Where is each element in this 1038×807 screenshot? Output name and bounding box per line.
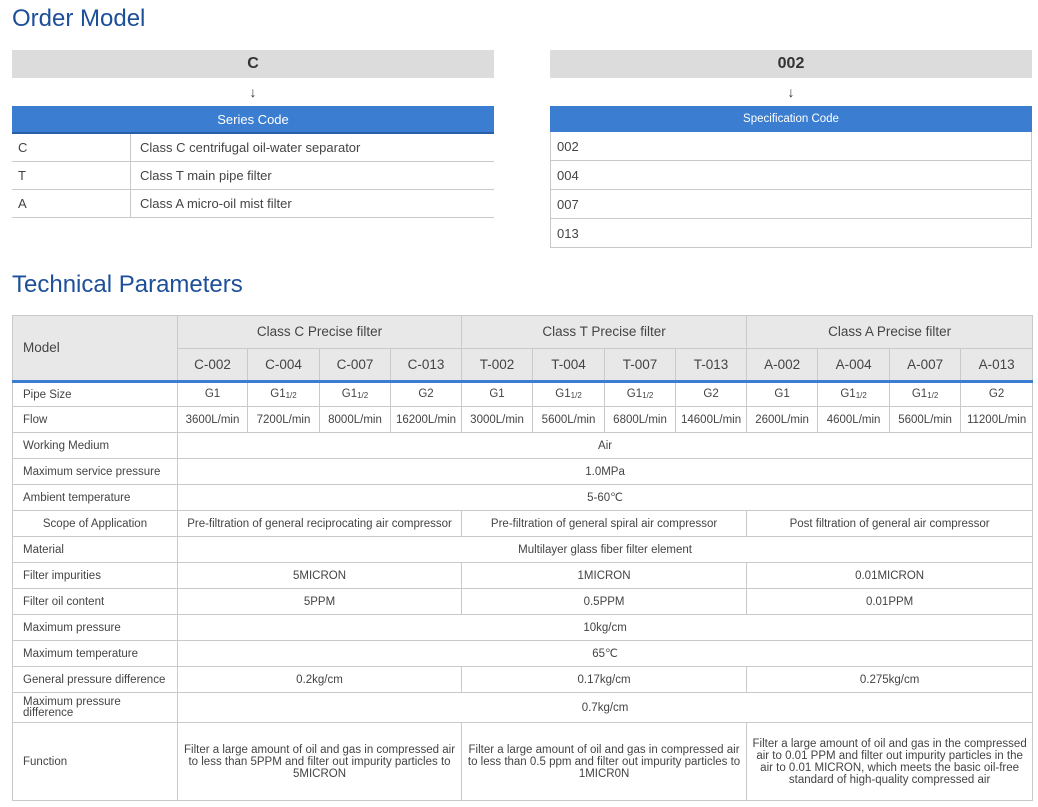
model-code: C-007 xyxy=(320,349,391,382)
row-label: Maximum pressure xyxy=(13,615,178,641)
technical-parameters-table xyxy=(12,315,1033,801)
function-cell: Filter a large amount of oil and gas in compressed air to less than 5PPM and filter out impurity particles to 5MICRON xyxy=(178,723,462,801)
model-code: A-004 xyxy=(818,349,890,382)
max-service-pressure-row xyxy=(13,459,1033,485)
pipe-size-cell: $G1_{1/2}$ xyxy=(890,382,961,407)
row-label: Pipe Size xyxy=(13,382,178,407)
series-row xyxy=(12,162,494,190)
max-pressure-value: 10kg/cm xyxy=(178,615,1033,641)
max-pressure-diff-value: 0.7kg/cm xyxy=(178,693,1033,723)
row-label: General pressure difference xyxy=(13,667,178,693)
function-cell: Filter a large amount of oil and gas in compressed air to less than 0.5 ppm and filter out impurity particles to 1MICR0N xyxy=(462,723,747,801)
series-code-block xyxy=(12,50,494,218)
filter-oil-cell: 0.5PPM xyxy=(462,589,747,615)
filter-impurities-cell: 1MICRON xyxy=(462,563,747,589)
working-medium-row xyxy=(13,433,1033,459)
pipe-size-cell: G1 xyxy=(462,382,533,407)
flow-cell: 3000L/min xyxy=(462,407,533,433)
function-row xyxy=(13,723,1033,801)
pipe-size-row xyxy=(13,382,1033,407)
specification-code-block xyxy=(550,50,1032,248)
general-pressure-diff-cell: 0.17kg/cm xyxy=(462,667,747,693)
pipe-size-cell: $G1_{1/2}$ xyxy=(320,382,391,407)
series-row-desc: Class C centrifugal oil-water separator xyxy=(130,134,494,161)
specification-code-value: 002 xyxy=(550,50,1032,78)
group-header: Class C Precise filter xyxy=(178,316,462,349)
filter-impurities-cell: 5MICRON xyxy=(178,563,462,589)
general-pressure-diff-cell: 0.275kg/cm xyxy=(747,667,1033,693)
row-label: Filter impurities xyxy=(13,563,178,589)
pipe-size-cell: G1 xyxy=(747,382,818,407)
scope-cell: Pre-filtration of general spiral air compressor xyxy=(462,511,747,537)
max-temperature-value: 65℃ xyxy=(178,641,1033,667)
pipe-size-cell: $G1_{1/2}$ xyxy=(533,382,605,407)
series-row xyxy=(12,134,494,162)
flow-cell: 11200L/min xyxy=(961,407,1033,433)
flow-cell: 4600L/min xyxy=(818,407,890,433)
pipe-size-cell: G2 xyxy=(961,382,1033,407)
max-pressure-diff-row xyxy=(13,693,1033,723)
flow-row xyxy=(13,407,1033,433)
ambient-temperature-row xyxy=(13,485,1033,511)
model-code: T-007 xyxy=(605,349,676,382)
pipe-size-cell: G1 xyxy=(178,382,248,407)
row-label: Maximum service pressure xyxy=(13,459,178,485)
flow-cell: 6800L/min xyxy=(605,407,676,433)
max-temperature-row xyxy=(13,641,1033,667)
filter-impurities-cell: 0.01MICRON xyxy=(747,563,1033,589)
spec-row: 002 xyxy=(550,132,1032,161)
series-row xyxy=(12,190,494,218)
filter-oil-cell: 0.01PPM xyxy=(747,589,1033,615)
row-label: Material xyxy=(13,537,178,563)
filter-oil-cell: 5PPM xyxy=(178,589,462,615)
flow-cell: 16200L/min xyxy=(391,407,462,433)
row-label: Function xyxy=(13,723,178,801)
general-pressure-diff-row xyxy=(13,667,1033,693)
row-label: Maximum pressure difference xyxy=(13,693,178,723)
scope-cell: Pre-filtration of general reciprocating air compressor xyxy=(178,511,462,537)
series-code-value: C xyxy=(12,50,494,78)
row-label: Flow xyxy=(13,407,178,433)
working-medium-value: Air xyxy=(178,433,1033,459)
max-pressure-row xyxy=(13,615,1033,641)
row-label: Ambient temperature xyxy=(13,485,178,511)
pipe-size-cell: $G1_{1/2}$ xyxy=(248,382,320,407)
material-value: Multilayer glass fiber filter element xyxy=(178,537,1033,563)
row-label: Scope of Application xyxy=(13,511,178,537)
series-row-code: T xyxy=(18,168,26,183)
filter-oil-row xyxy=(13,589,1033,615)
pipe-size-cell: G2 xyxy=(391,382,462,407)
pipe-size-cell: $G1_{1/2}$ xyxy=(605,382,676,407)
scope-row xyxy=(13,511,1033,537)
flow-cell: 7200L/min xyxy=(248,407,320,433)
max-service-pressure-value: 1.0MPa xyxy=(178,459,1033,485)
flow-cell: 14600L/min xyxy=(676,407,747,433)
model-code: A-013 xyxy=(961,349,1033,382)
series-row-code: A xyxy=(18,196,27,211)
model-code: C-004 xyxy=(248,349,320,382)
pipe-size-cell: $G1_{1/2}$ xyxy=(818,382,890,407)
series-code-header: Series Code xyxy=(12,106,494,134)
series-row-code: C xyxy=(18,140,28,155)
model-code: T-013 xyxy=(676,349,747,382)
model-code: A-007 xyxy=(890,349,961,382)
scope-cell: Post filtration of general air compressor xyxy=(747,511,1033,537)
row-label: Filter oil content xyxy=(13,589,178,615)
series-row-desc: Class A micro-oil mist filter xyxy=(130,190,494,217)
general-pressure-diff-cell: 0.2kg/cm xyxy=(178,667,462,693)
order-model-title: Order Model xyxy=(12,5,146,32)
group-header: Class T Precise filter xyxy=(462,316,747,349)
flow-cell: 2600L/min xyxy=(747,407,818,433)
series-row-desc: Class T main pipe filter xyxy=(130,162,494,189)
model-code: C-002 xyxy=(178,349,248,382)
filter-impurities-row xyxy=(13,563,1033,589)
flow-cell: 5600L/min xyxy=(890,407,961,433)
row-label: Working Medium xyxy=(13,433,178,459)
spec-row: 007 xyxy=(550,190,1032,219)
spec-row: 013 xyxy=(550,219,1032,248)
down-arrow-icon: ↓ xyxy=(249,84,257,100)
model-code: T-002 xyxy=(462,349,533,382)
group-header: Class A Precise filter xyxy=(747,316,1033,349)
spec-row: 004 xyxy=(550,161,1032,190)
function-cell: Filter a large amount of oil and gas in the compressed air to 0.01 PPM and filter out impurity particles in the air to 0.01 MICRON, which meets the basic oil-free standard of high-quality compressed air xyxy=(747,723,1033,801)
model-code: A-002 xyxy=(747,349,818,382)
technical-parameters-title: Technical Parameters xyxy=(12,271,243,298)
specification-code-header: Specification Code xyxy=(550,106,1032,132)
flow-cell: 8000L/min xyxy=(320,407,391,433)
flow-cell: 5600L/min xyxy=(533,407,605,433)
model-code: T-004 xyxy=(533,349,605,382)
pipe-size-cell: G2 xyxy=(676,382,747,407)
model-code: C-013 xyxy=(391,349,462,382)
model-header: Model xyxy=(13,316,178,382)
down-arrow-icon: ↓ xyxy=(787,84,795,100)
row-label: Maximum temperature xyxy=(13,641,178,667)
flow-cell: 3600L/min xyxy=(178,407,248,433)
material-row xyxy=(13,537,1033,563)
ambient-temperature-value: 5-60℃ xyxy=(178,485,1033,511)
